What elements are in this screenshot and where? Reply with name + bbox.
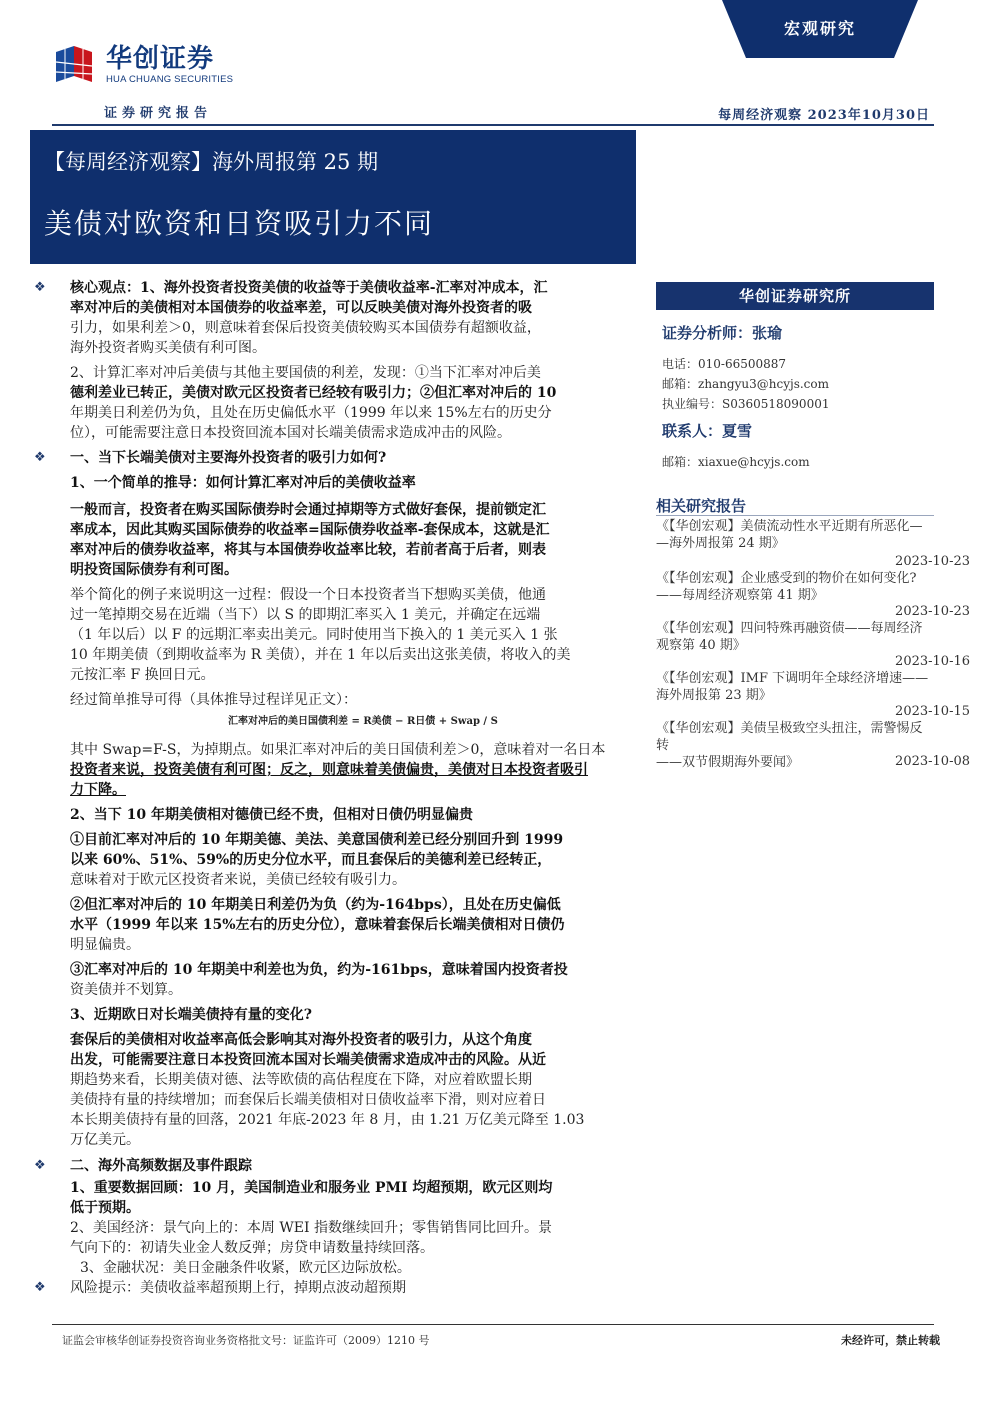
body-line: 率对冲后的美债相对本国债券的收益率差，可以反映美债对海外投资者的吸 (70, 300, 532, 316)
brand-logo-icon (52, 42, 96, 86)
footer-divider (52, 1324, 934, 1325)
body-line: 以来 60%、51%、59%的历史分位水平，而且套保后的美德利差已经转正， (70, 852, 552, 868)
body-line: 套保后的美债相对收益率高低会影响其对海外投资者的吸引力，从这个角度 (70, 1032, 532, 1048)
related-report-line: 海外周报第 23 期》 (656, 688, 772, 703)
analyst-email: 邮箱：zhangyu3@hcyjs.com (662, 377, 830, 391)
related-reports-title: 相关研究报告 (656, 497, 747, 515)
related-report-date: 2023-10-23 (895, 554, 970, 569)
body-line: 本长期美债持有量的回落，2021 年底-2023 年 8 月，由 1.21 万亿美元降至 1.03 (70, 1112, 585, 1128)
related-report[interactable] (656, 620, 932, 654)
body-line: 2、美国经济：景气向上的：本周 WEI 指数继续回升；零售销售同比回升。景 (70, 1220, 552, 1236)
footer-copyright: 未经许可，禁止转载 (841, 1334, 940, 1347)
body-line: 10 年期美债（到期收益率为 R 美债），并在 1 年以后卖出这张美债，将收入的美 (70, 647, 571, 663)
body-line: 核心观点：1、海外投资者投资美债的收益等于美债收益率-汇率对冲成本，汇 (70, 280, 548, 296)
body-line: ②但汇率对冲后的 10 年期美日利差仍为负（约为-164bps），且处在历史偏低 (70, 897, 561, 913)
body-line: 水平（1999 年以来 15%左右的历史分位），意味着套保后长端美债相对日债仍 (70, 917, 565, 933)
body-line: 过一笔掉期交易在近端（当下）以 S 的即期汇率买入 1 美元，并确定在远端 (70, 607, 541, 623)
bullet-diamond-icon: ❖ (34, 280, 46, 295)
related-report-line: 《【华创宏观】IMF 下调明年全球经济增速—— (656, 671, 929, 686)
footer-license: 证监会审核华创证券投资咨询业务资格批文号：证监许可（2009）1210 号 (62, 1334, 430, 1347)
body-line: 投资者来说，投资美债有利可图；反之，则意味着美债偏贵，美债对日本投资者吸引 (70, 762, 588, 778)
bullet-diamond-icon: ❖ (34, 450, 46, 465)
series-date: 每周经济观察 2023年10月30日 (718, 108, 930, 123)
body-line: 德利差业已转正，美债对欧元区投资者已经较有吸引力；②但汇率对冲后的 10 (70, 385, 557, 401)
body-line: 出发，可能需要注意日本投资回流本国对长端美债需求造成冲击的风险。从近 (70, 1052, 546, 1068)
body-line: 一般而言，投资者在购买国际债券时会通过掉期等方式做好套保，提前锁定汇 (70, 502, 546, 518)
body-line: 资美债并不划算。 (70, 982, 182, 998)
report-type-label: 证券研究报告 (104, 106, 213, 121)
brand-name-en: HUA CHUANG SECURITIES (106, 74, 234, 85)
body-line: 期趋势来看，长期美债对德、法等欧债的高估程度在下降，对应着欧盟长期 (70, 1072, 532, 1088)
related-report[interactable] (656, 570, 932, 604)
body-line: 率成本，因此其购买国际债券的收益率=国际债券收益率-套保成本，这就是汇 (70, 522, 550, 538)
header-divider (52, 124, 934, 126)
bullet-diamond-icon: ❖ (34, 1158, 46, 1173)
contact-name: 联系人：夏雪 (662, 422, 753, 440)
related-report-line: 《【华创宏观】美债流动性水平近期有所恶化— (656, 519, 923, 534)
analyst-phone: 电话：010-66500887 (662, 357, 787, 371)
category-tag: 宏观研究 (783, 19, 856, 38)
institute-bar: 华创证券研究所 (656, 282, 934, 310)
body-line: 海外投资者购买美债有利可图。 (70, 340, 266, 356)
analyst-name: 证券分析师：张瑜 (662, 324, 783, 342)
body-line: 1、重要数据回顾：10 月，美国制造业和服务业 PMI 均超预期，欧元区则均 (70, 1180, 553, 1196)
related-report[interactable] (656, 670, 932, 704)
body-line: 位），可能需要注意日本投资回流本国对长端美债需求造成冲击的风险。 (70, 425, 511, 441)
body-line: 其中 Swap=F-S，为掉期点。如果汇率对冲后的美日国债利差＞0，意味着对一名日本 (70, 742, 606, 758)
related-report-line: ——双节假期海外要闻》 (656, 755, 800, 770)
body-line: 年期美日利差仍为负，且处在历史偏低水平（1999 年以来 15%左右的历史分 (70, 405, 552, 421)
related-report-date: 2023-10-08 (895, 754, 970, 769)
contact-email: 邮箱：xiaxue@hcyjs.com (662, 455, 810, 469)
related-report-date: 2023-10-23 (895, 604, 970, 619)
related-report-line: —海外周报第 24 期》 (656, 536, 785, 551)
body-line: 3、金融状况：美日金融条件收紧，欧元区边际放松。 (80, 1260, 411, 1276)
body-line: 明投资国际债券有利可图。 (70, 562, 238, 578)
related-report-line: 观察第 40 期》 (656, 638, 746, 653)
section-heading: 一、当下长端美债对主要海外投资者的吸引力如何? (70, 450, 387, 466)
body-line: 引力，如果利差＞0，则意味着套保后投资美债较购买本国债券有超额收益， (70, 320, 541, 336)
body-line: 率对冲后的债券收益率，将其与本国债券收益率比较，若前者高于后者，则表 (70, 542, 546, 558)
body-line: 美债持有量的持续增加；而套保后长端美债相对日债收益率下滑，则对应着日 (70, 1092, 546, 1108)
body-line: 元按汇率 F 换回日元。 (70, 667, 215, 683)
related-report-line: 《【华创宏观】企业感受到的物价在如何变化? (656, 571, 917, 586)
body-line: 意味着对于欧元区投资者来说，美债已经较有吸引力。 (70, 872, 406, 888)
risk-warning: 风险提示：美债收益率超预期上行，掉期点波动超预期 (70, 1280, 406, 1296)
body-line: 经过简单推导可得（具体推导过程详见正文）： (70, 692, 357, 708)
body-line: 低于预期。 (70, 1200, 140, 1216)
related-divider (656, 515, 934, 516)
body-line: （1 年以后）以 F 的远期汇率卖出美元。同时使用当下换入的 1 美元买入 1 张 (70, 627, 558, 643)
body-line: 万亿美元。 (70, 1132, 140, 1148)
body-line: 力下降。 (70, 782, 126, 798)
related-report-line: 《【华创宏观】美债呈极致空头扭注，需警惕反转 (656, 721, 923, 753)
body-line: 举个简化的例子来说明这一过程：假设一个日本投资者当下想购买美债，他通 (70, 587, 546, 603)
series-title: 【每周经济观察】海外周报第 25 期 (44, 150, 379, 174)
bullet-diamond-icon: ❖ (34, 1280, 46, 1295)
formula: 汇率对冲后的美日国债利差 = R美债 − R日债 + Swap / S (228, 716, 498, 727)
subsection-heading: 3、近期欧日对长端美债持有量的变化? (70, 1007, 312, 1023)
subsection-heading: 1、一个简单的推导：如何计算汇率对冲后的美债收益率 (70, 475, 416, 491)
page-title: 美债对欧资和日资吸引力不同 (44, 207, 435, 240)
body-line: ③汇率对冲后的 10 年期美中利差也为负，约为-161bps，意味着国内投资者投 (70, 962, 568, 978)
related-report-line: ——每周经济观察第 41 期》 (656, 588, 824, 603)
body-line: 气向下的：初请失业金人数反弹；房贷申请数量持续回落。 (70, 1240, 434, 1256)
related-report[interactable] (656, 518, 932, 552)
related-report-date: 2023-10-16 (895, 654, 970, 669)
body-line: 2、计算汇率对冲后美债与其他主要国债的利差，发现：①当下汇率对冲后美 (70, 365, 541, 381)
subsection-heading: 2、当下 10 年期美债相对德债已经不贵，但相对日债仍明显偏贵 (70, 807, 473, 823)
analyst-license: 执业编号：S0360518090001 (662, 397, 830, 411)
related-report-line: 《【华创宏观】四问特殊再融资债——每周经济 (656, 621, 923, 636)
body-line: 明显偏贵。 (70, 937, 140, 953)
related-report-date: 2023-10-15 (895, 704, 970, 719)
section-heading: 二、海外高频数据及事件跟踪 (70, 1158, 252, 1174)
body-line: ①目前汇率对冲后的 10 年期美德、美法、美意国债利差已经分别回升到 1999 (70, 832, 564, 848)
brand-name: 华创证券 (106, 44, 215, 74)
